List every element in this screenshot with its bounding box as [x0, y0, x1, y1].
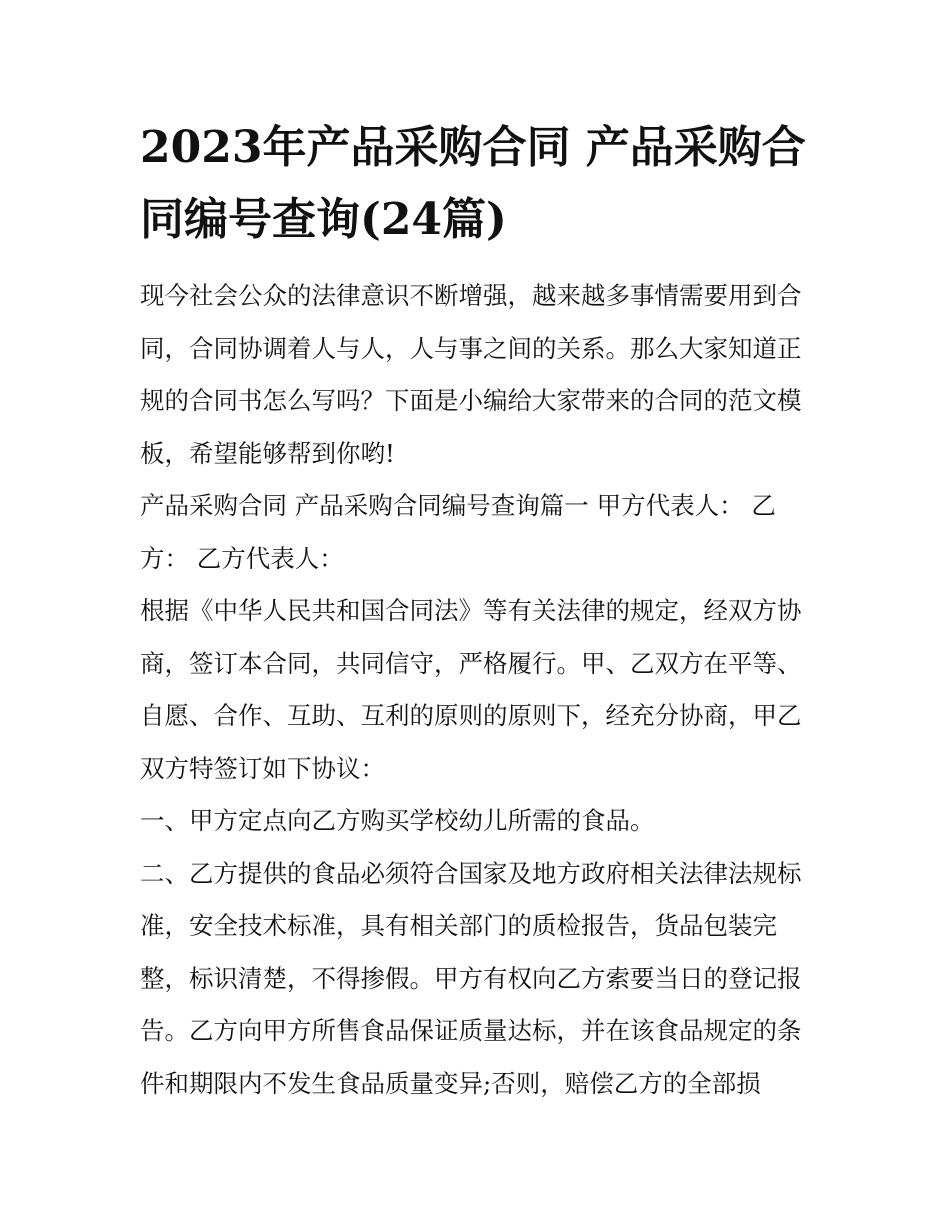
- paragraph-clause-2: 二、乙方提供的食品必须符合国家及地方政府相关法律法规标准，安全技术标准，具有相关部门的质检报告，货品包装完整，标识清楚，不得掺假。甲方有权向乙方索要当日的登记报告。乙方向甲方所售食品保证质量达标，并在该食品规定的条件和期限内不发生食品质量变异;否则，赔偿乙方的全部损: [140, 858, 802, 1098]
- paragraph-clause-1: 一、甲方定点向乙方购买学校幼儿所需的食品。: [140, 806, 655, 835]
- paragraph-intro: 现今社会公众的法律意识不断增强，越来越多事情需要用到合同，合同协调着人与人，人与事之间的关系。那么大家知道正规的合同书怎么写吗？下面是小编给大家带来的合同的范文模板，希望能够帮到你哟!: [140, 281, 802, 468]
- document-body: [140, 112, 815, 1110]
- paragraph-section-heading: 产品采购合同 产品采购合同编号查询篇一 甲方代表人： 乙方： 乙方代表人：: [140, 491, 776, 573]
- paragraph-preamble: 根据《中华人民共和国合同法》等有关法律的规定，经双方协商，签订本合同，共同信守，严格履行。甲、乙双方在平等、自愿、合作、互助、互利的原则的原则下，经充分协商，甲乙双方特签订如下协议：: [140, 596, 802, 783]
- document-title: 2023年产品采购合同 产品采购合同编号查询(24篇): [140, 122, 806, 245]
